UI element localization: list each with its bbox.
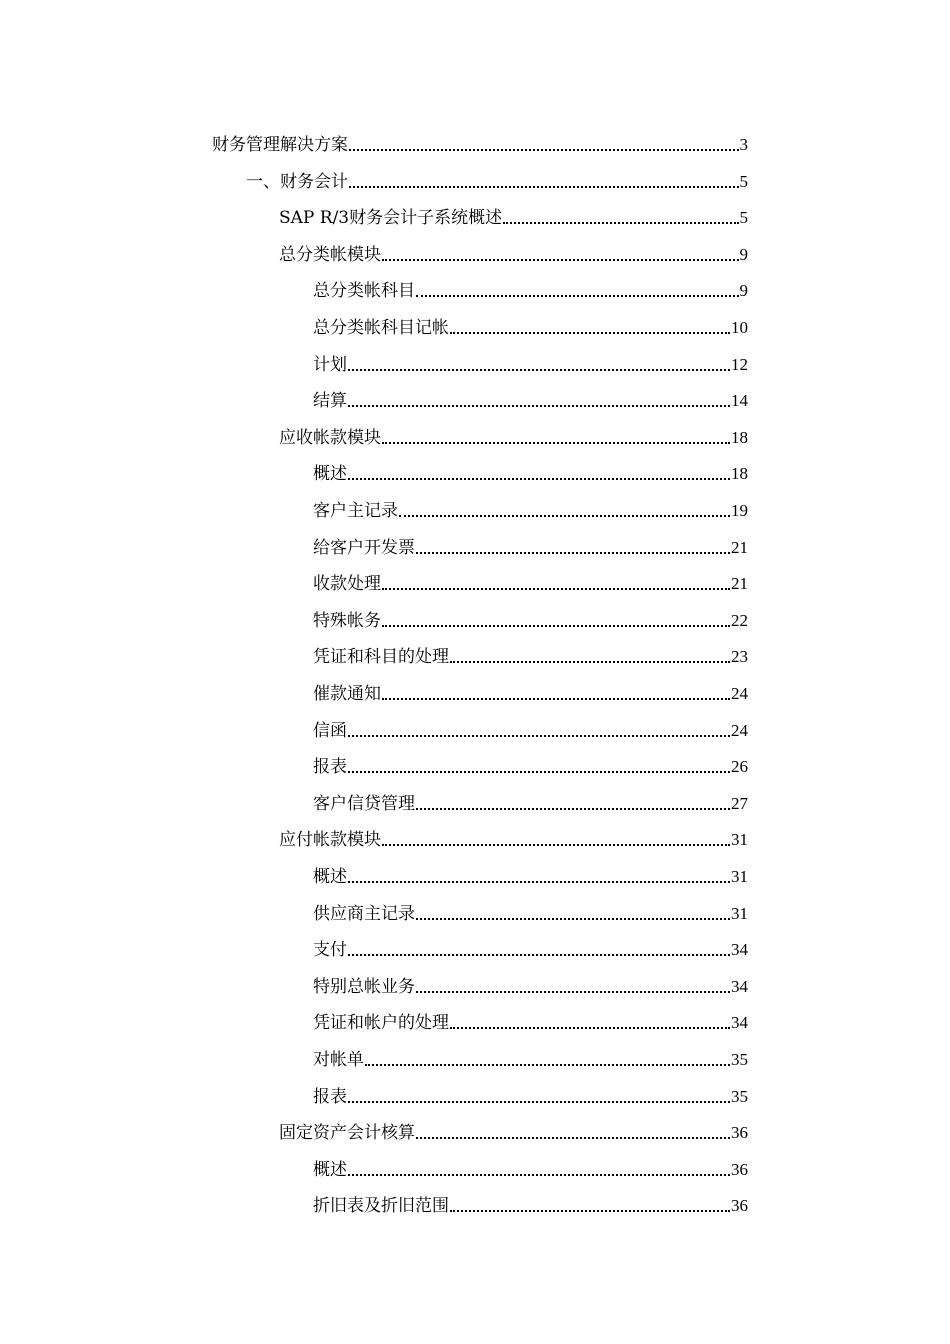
toc-dot-leader bbox=[416, 808, 730, 810]
toc-entry-title: 概述 bbox=[313, 464, 347, 485]
toc-page-number: 35 bbox=[731, 1050, 748, 1069]
toc-dot-leader bbox=[382, 259, 739, 261]
toc-entry[interactable] bbox=[313, 779, 748, 815]
toc-entry-title: 总分类帐科目记帐 bbox=[313, 318, 449, 338]
toc-entry-title: 财务管理解决方案 bbox=[212, 135, 348, 155]
toc-entry[interactable] bbox=[313, 449, 748, 485]
toc-entry[interactable] bbox=[313, 632, 748, 668]
toc-dot-leader bbox=[349, 186, 739, 188]
toc-dot-leader bbox=[348, 954, 730, 956]
toc-entry-title: 给客户开发票 bbox=[313, 537, 415, 558]
toc-entry-title: 供应商主记录 bbox=[313, 903, 415, 924]
toc-dot-leader bbox=[382, 844, 730, 846]
toc-dot-leader bbox=[450, 661, 730, 663]
toc-entry[interactable] bbox=[313, 340, 748, 376]
toc-entry-title: 概述 bbox=[313, 867, 347, 887]
toc-page-number: 19 bbox=[731, 501, 748, 520]
toc-dot-leader bbox=[450, 332, 730, 334]
toc-entry[interactable] bbox=[313, 669, 748, 705]
toc-dot-leader bbox=[348, 1174, 730, 1176]
toc-dot-leader bbox=[416, 991, 730, 993]
toc-page-number: 34 bbox=[731, 976, 748, 996]
toc-entry[interactable] bbox=[313, 1181, 748, 1217]
toc-page-number: 14 bbox=[731, 391, 748, 411]
toc-dot-leader bbox=[382, 588, 730, 590]
toc-dot-leader bbox=[382, 625, 730, 627]
toc-dot-leader bbox=[399, 515, 730, 517]
toc-page-number: 22 bbox=[731, 610, 748, 630]
toc-page-number: 21 bbox=[731, 574, 748, 594]
toc-entry[interactable] bbox=[279, 815, 748, 851]
toc-dot-leader bbox=[365, 1064, 730, 1066]
toc-entry[interactable] bbox=[212, 120, 748, 156]
toc-page-number: 24 bbox=[731, 720, 748, 740]
toc-entry-title: 固定资产会计核算 bbox=[279, 1123, 415, 1144]
toc-entry[interactable] bbox=[313, 962, 748, 998]
toc-entry-title: 计划 bbox=[313, 354, 347, 375]
toc-entry-title: 概述 bbox=[313, 1159, 347, 1180]
toc-dot-leader bbox=[416, 1137, 730, 1139]
toc-entry-title: 折旧表及折旧范围 bbox=[313, 1196, 449, 1217]
toc-entry[interactable] bbox=[313, 706, 748, 742]
toc-page-number: 34 bbox=[731, 940, 748, 960]
toc-entry[interactable] bbox=[313, 889, 748, 925]
toc-dot-leader bbox=[416, 918, 730, 920]
toc-entry-title: 客户主记录 bbox=[313, 501, 398, 521]
toc-entry-title: 支付 bbox=[313, 940, 347, 961]
toc-page-number: 36 bbox=[731, 1123, 748, 1143]
toc-page-number: 3 bbox=[739, 135, 748, 154]
toc-entry-title: 对帐单 bbox=[313, 1050, 364, 1070]
toc-page-number: 10 bbox=[731, 318, 748, 337]
toc-entry-title: 信函 bbox=[313, 720, 347, 741]
toc-page-number: 5 bbox=[739, 208, 748, 228]
toc-dot-leader bbox=[416, 552, 730, 554]
toc-entry[interactable] bbox=[313, 998, 748, 1034]
toc-entry-title: 一、财务会计 bbox=[246, 171, 348, 192]
toc-entry[interactable] bbox=[279, 1108, 748, 1144]
toc-entry[interactable] bbox=[279, 413, 748, 449]
toc-entry-title: 报表 bbox=[313, 1086, 347, 1107]
toc-dot-leader bbox=[348, 735, 730, 737]
toc-page-number: 5 bbox=[739, 171, 748, 191]
toc-dot-leader bbox=[348, 405, 730, 407]
toc-entry[interactable] bbox=[313, 523, 748, 559]
toc-entry[interactable] bbox=[313, 596, 748, 632]
toc-page-number: 18 bbox=[731, 427, 748, 447]
toc-dot-leader bbox=[348, 771, 730, 773]
toc-entry-title: 总分类帐科目 bbox=[313, 281, 415, 302]
toc-page-number: 36 bbox=[731, 1196, 748, 1216]
toc-entry[interactable] bbox=[313, 303, 748, 339]
toc-entry[interactable] bbox=[313, 742, 748, 778]
toc-entry[interactable] bbox=[313, 852, 748, 888]
toc-entry[interactable] bbox=[313, 559, 748, 595]
toc-entry-title: 特殊帐务 bbox=[313, 610, 381, 631]
toc-entry[interactable] bbox=[313, 376, 748, 412]
toc-page-number: 21 bbox=[731, 537, 748, 557]
toc-page-number: 31 bbox=[731, 830, 748, 850]
toc-entry-title: 应收帐款模块 bbox=[279, 427, 381, 448]
toc-dot-leader bbox=[348, 881, 730, 883]
toc-entry-title: 报表 bbox=[313, 757, 347, 778]
toc-page-number: 23 bbox=[731, 647, 748, 667]
toc-page-number: 9 bbox=[739, 281, 748, 301]
toc-entry[interactable] bbox=[279, 193, 748, 229]
toc-dot-leader bbox=[450, 1210, 730, 1212]
toc-dot-leader bbox=[348, 1101, 730, 1103]
toc-entry-title: 凭证和科目的处理 bbox=[313, 647, 449, 668]
toc-entry-title: 特别总帐业务 bbox=[313, 976, 415, 997]
toc-page-number: 24 bbox=[731, 684, 748, 703]
toc-dot-leader bbox=[348, 478, 730, 480]
toc-entry-title: 收款处理 bbox=[313, 574, 381, 595]
toc-entry[interactable] bbox=[313, 1072, 748, 1108]
toc-entry[interactable] bbox=[246, 157, 748, 193]
toc-entry[interactable] bbox=[313, 486, 748, 522]
toc-dot-leader bbox=[450, 1027, 730, 1029]
toc-page-number: 35 bbox=[731, 1086, 748, 1106]
toc-entry-title: 总分类帐模块 bbox=[279, 244, 381, 265]
toc-page-number: 26 bbox=[731, 757, 748, 777]
toc-dot-leader bbox=[348, 369, 730, 371]
toc-entry[interactable] bbox=[313, 1145, 748, 1181]
toc-page-number: 9 bbox=[739, 244, 748, 264]
toc-dot-leader bbox=[382, 698, 730, 700]
toc-dot-leader bbox=[382, 442, 730, 444]
toc-page-number: 31 bbox=[731, 867, 748, 886]
toc-page-number: 34 bbox=[731, 1013, 748, 1033]
toc-entry[interactable] bbox=[313, 925, 748, 961]
toc-entry-title: SAP R/3财务会计子系统概述 bbox=[279, 208, 503, 229]
toc-page-number: 36 bbox=[731, 1159, 748, 1179]
toc-entry[interactable] bbox=[313, 266, 748, 302]
toc-entry-title: 结算 bbox=[313, 391, 347, 412]
toc-dot-leader bbox=[416, 295, 739, 297]
toc-entry[interactable] bbox=[279, 230, 748, 266]
toc-dot-leader bbox=[349, 149, 739, 151]
toc-page-number: 18 bbox=[731, 464, 748, 484]
toc-entry-title: 客户信贷管理 bbox=[313, 793, 415, 814]
toc-entry[interactable] bbox=[313, 1035, 748, 1071]
toc-dot-leader bbox=[503, 222, 738, 224]
toc-entry-title: 凭证和帐户的处理 bbox=[313, 1013, 449, 1034]
toc-page-number: 12 bbox=[731, 354, 748, 374]
toc-entry-title: 催款通知 bbox=[313, 684, 381, 704]
toc-entry-title: 应付帐款模块 bbox=[279, 830, 381, 851]
toc-page-number: 31 bbox=[731, 903, 748, 923]
toc-page-number: 27 bbox=[731, 793, 748, 813]
